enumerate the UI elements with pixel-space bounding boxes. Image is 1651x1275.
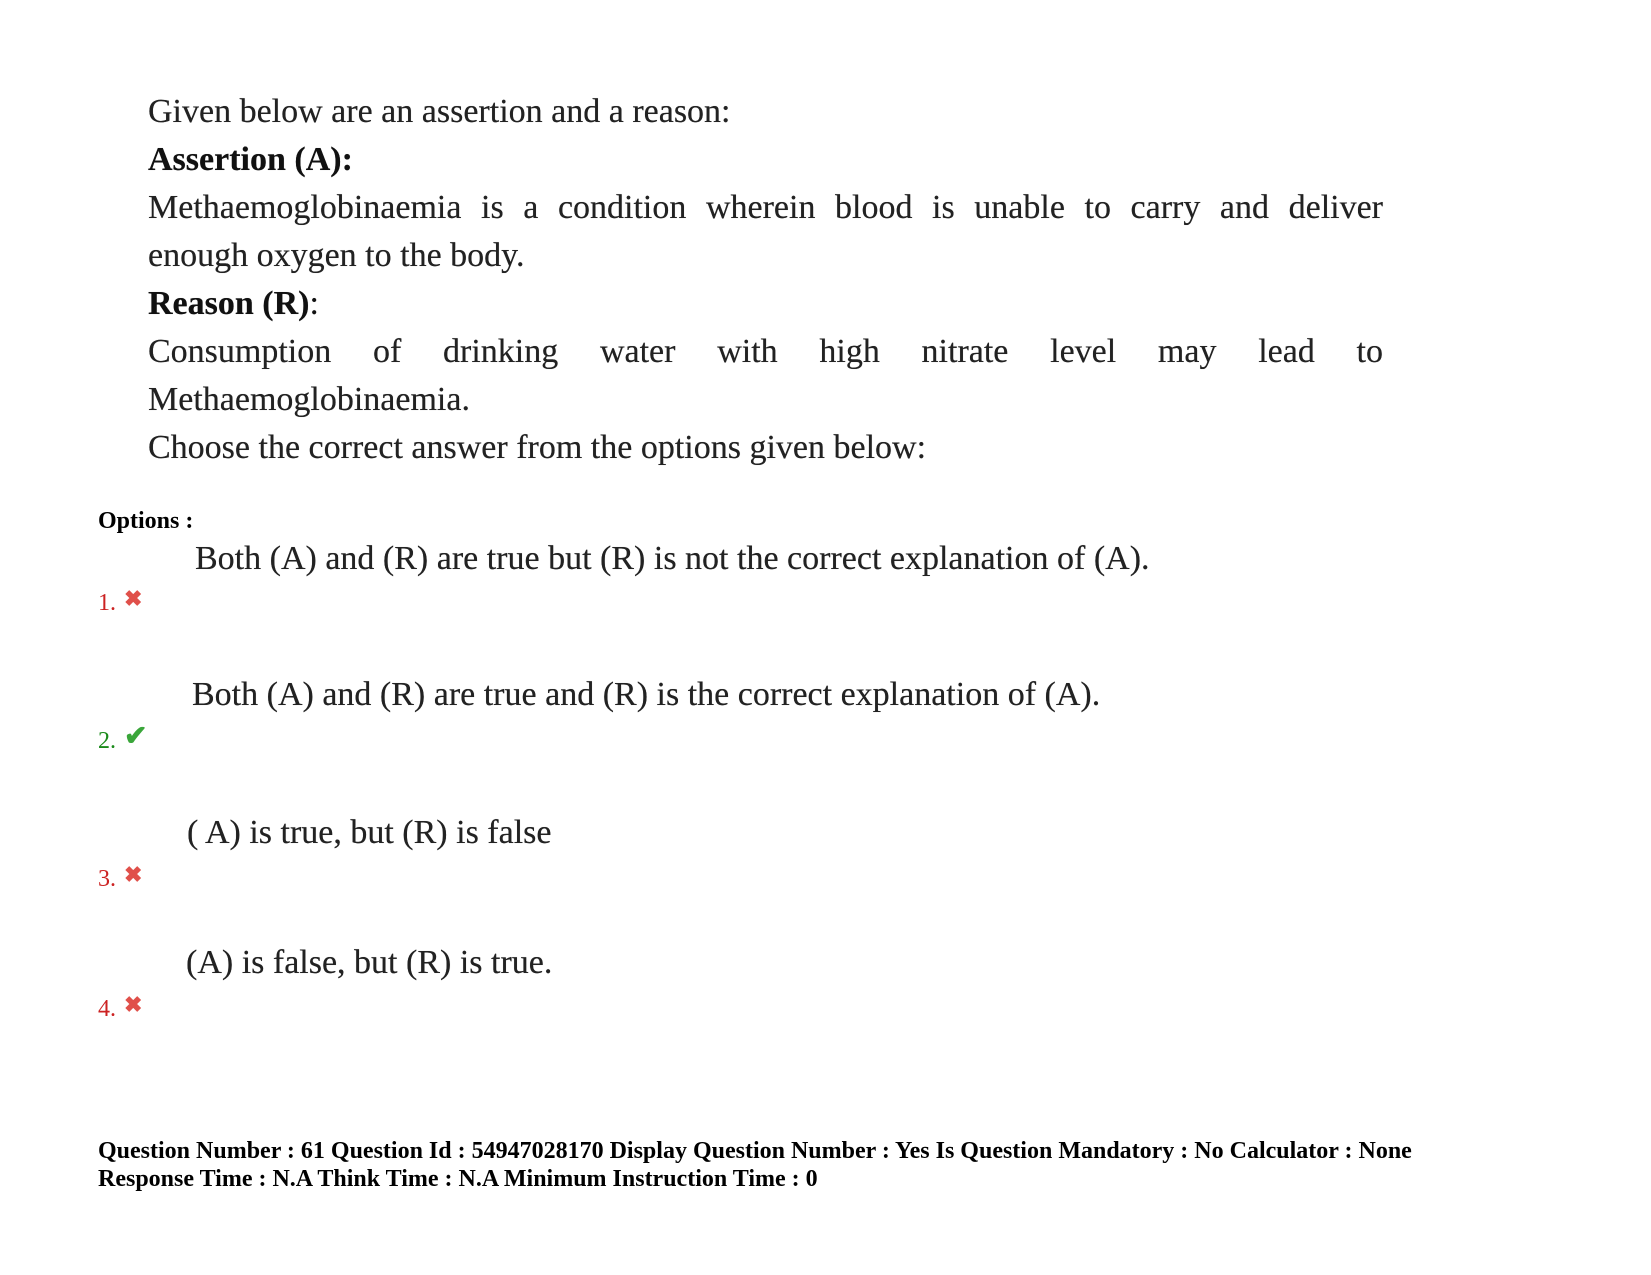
option-3-number: 3. [98,866,116,892]
option-2-number: 2. [98,728,116,754]
question-intro: Given below are an assertion and a reason: [148,93,731,130]
question-metadata-line-2: Response Time : N.A Think Time : N.A Minimum Instruction Time : 0 [98,1166,818,1192]
option-1 [0,540,1651,650]
question-body [148,88,1383,472]
options-label: Options : [98,508,194,534]
question-instruction: Choose the correct answer from the options given below: [148,429,927,466]
option-3 [0,814,1651,924]
reason-text-line-2: Methaemoglobinaemia. [148,381,470,418]
option-4 [0,944,1651,1054]
option-1-text: Both (A) and (R) are true but (R) is not the correct explanation of (A). [195,540,1150,577]
question-metadata [98,1137,1412,1193]
option-2 [0,676,1651,786]
option-3-text: ( A) is true, but (R) is false [187,814,552,851]
option-1-number: 1. [98,590,116,616]
reason-heading [148,280,1383,328]
option-4-text: (A) is false, but (R) is true. [186,944,553,981]
assertion-heading: Assertion (A): [148,141,353,178]
reason-heading-colon: : [309,285,319,322]
option-2-text: Both (A) and (R) are true and (R) is the correct explanation of (A). [192,676,1101,713]
question-metadata-line-1: Question Number : 61 Question Id : 54947028170 Display Question Number : Yes Is Question Mandatory : No Calculator : None [98,1138,1412,1164]
incorrect-cross-icon: ✖ [124,992,143,1017]
option-4-number: 4. [98,996,116,1022]
correct-check-icon: ✔ [124,721,148,752]
reason-text-line-1: Consumption of drinking water with high nitrate level may lead to [148,333,1383,370]
assertion-text-line-1: Methaemoglobinaemia is a condition wherein blood is unable to carry and deliver [148,189,1383,226]
reason-heading-label: Reason (R) [148,285,310,322]
incorrect-cross-icon: ✖ [124,586,143,611]
assertion-text-line-2: enough oxygen to the body. [148,237,525,274]
incorrect-cross-icon: ✖ [124,862,143,887]
